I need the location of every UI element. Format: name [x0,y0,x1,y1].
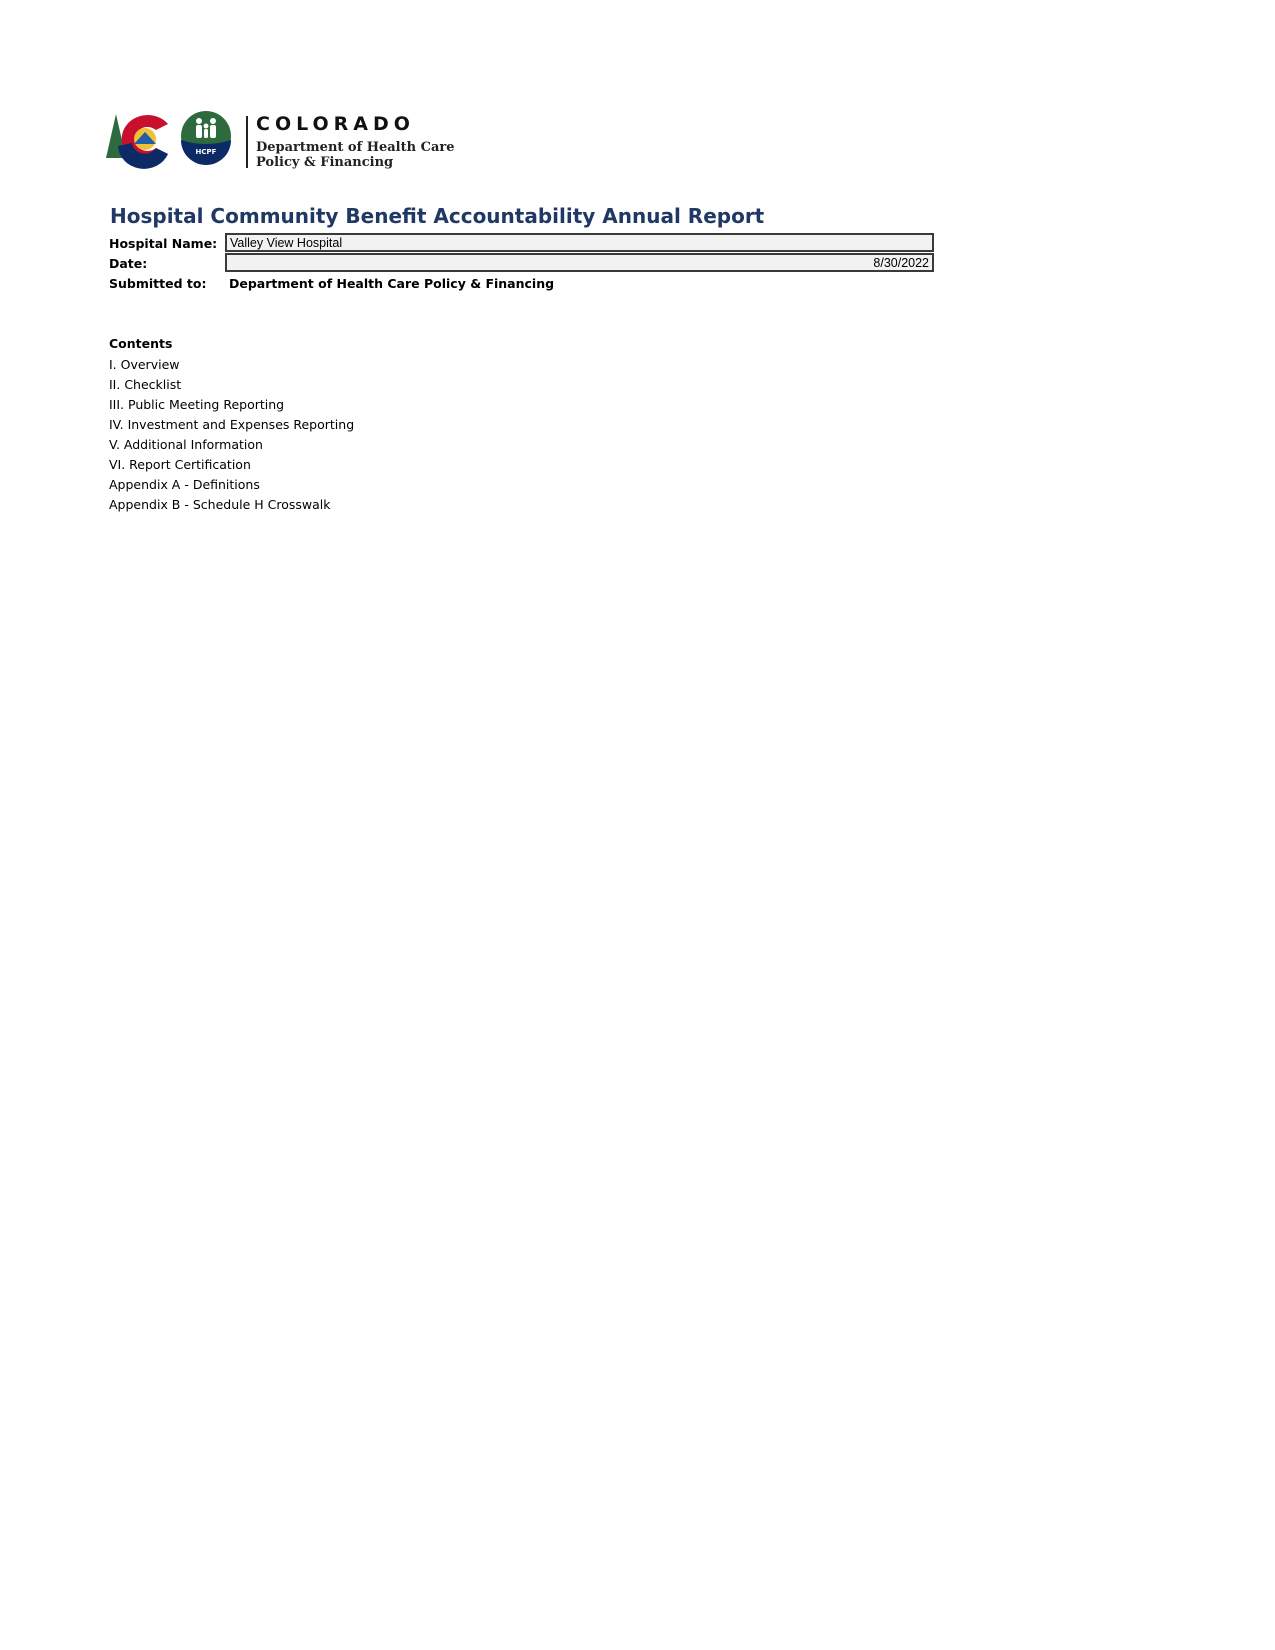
toc-item-checklist[interactable]: II. Checklist [109,377,182,392]
hospital-name-field[interactable]: Valley View Hospital [225,233,934,252]
report-title: Hospital Community Benefit Accountability Annual Report [110,204,765,228]
submitted-to-label: Submitted to: [109,276,207,291]
toc-item-public-meeting[interactable]: III. Public Meeting Reporting [109,397,285,412]
toc-item-overview[interactable]: I. Overview [109,357,180,372]
logo-divider [246,116,248,168]
logo-wordmark: COLORADO [256,113,415,135]
toc-item-appendix-a[interactable]: Appendix A - Definitions [109,477,260,492]
toc-item-investment[interactable]: IV. Investment and Expenses Reporting [109,417,355,432]
date-label: Date: [109,256,148,271]
hospital-name-label: Hospital Name: [109,236,218,251]
hcpf-badge-text: HCPF [195,148,217,156]
submitted-to-value: Department of Health Care Policy & Financing [229,276,555,291]
hcpf-family-icon [181,111,231,165]
toc-item-appendix-b[interactable]: Appendix B - Schedule H Crosswalk [109,497,331,512]
toc-item-additional-info[interactable]: V. Additional Information [109,437,263,452]
logo-line-2: Policy & Financing [256,155,394,170]
toc-item-certification[interactable]: VI. Report Certification [109,457,251,472]
table-of-contents [109,355,354,515]
logo-line-1: Department of Health Care [256,140,455,155]
colorado-c-icon [104,110,244,172]
contents-heading: Contents [109,336,173,351]
date-field[interactable]: 8/30/2022 [225,253,934,272]
hcpf-logo [104,110,464,172]
